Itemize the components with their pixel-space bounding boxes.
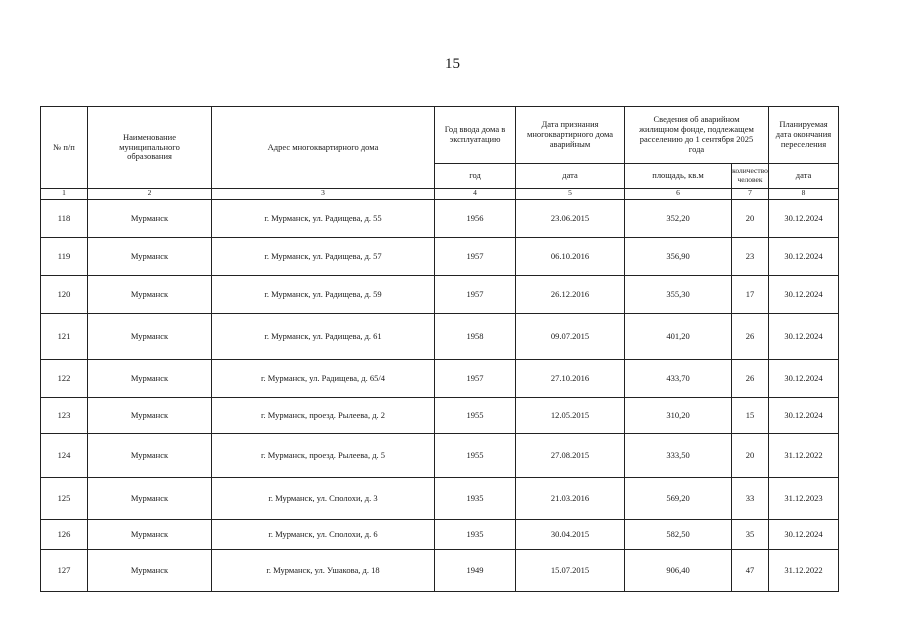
cell-municipality: Мурманск	[88, 478, 212, 520]
cell-address: г. Мурманск, ул. Радищева, д. 57	[212, 238, 435, 276]
subheader-people: количество человек	[732, 164, 769, 189]
cell-people: 15	[732, 398, 769, 434]
cell-municipality: Мурманск	[88, 520, 212, 550]
cell-num: 126	[41, 520, 88, 550]
cell-people: 35	[732, 520, 769, 550]
cell-address: г. Мурманск, ул. Радищева, д. 65/4	[212, 360, 435, 398]
table-row	[41, 520, 839, 550]
cell-area: 906,40	[625, 550, 732, 592]
page-number: 15	[445, 56, 460, 72]
table-row	[41, 238, 839, 276]
col-number-5: 5	[516, 189, 625, 200]
cell-people: 17	[732, 276, 769, 314]
header-num: № п/п	[41, 107, 88, 189]
subheader-date: дата	[516, 164, 625, 189]
cell-year: 1957	[435, 276, 516, 314]
cell-municipality: Мурманск	[88, 398, 212, 434]
header-address: Адрес многоквартирного дома	[212, 107, 435, 189]
cell-num: 124	[41, 434, 88, 478]
subheader-planned: дата	[769, 164, 839, 189]
cell-planned-date: 30.12.2024	[769, 398, 839, 434]
cell-planned-date: 31.12.2022	[769, 550, 839, 592]
subheader-area: площадь, кв.м	[625, 164, 732, 189]
table-row	[41, 360, 839, 398]
cell-address: г. Мурманск, проезд. Рылеева, д. 2	[212, 398, 435, 434]
cell-num: 125	[41, 478, 88, 520]
col-number-6: 6	[625, 189, 732, 200]
header-recognized-date: Дата признания многоквартирного дома аварийным	[516, 107, 625, 164]
cell-area: 310,20	[625, 398, 732, 434]
table-row	[41, 398, 839, 434]
emergency-housing-table	[40, 106, 839, 592]
cell-num: 123	[41, 398, 88, 434]
cell-address: г. Мурманск, ул. Радищева, д. 61	[212, 314, 435, 360]
cell-address: г. Мурманск, ул. Радищева, д. 59	[212, 276, 435, 314]
table-row	[41, 276, 839, 314]
cell-recognized-date: 27.10.2016	[516, 360, 625, 398]
cell-address: г. Мурманск, ул. Сполохи, д. 6	[212, 520, 435, 550]
cell-people: 20	[732, 200, 769, 238]
cell-planned-date: 30.12.2024	[769, 520, 839, 550]
cell-year: 1958	[435, 314, 516, 360]
cell-address: г. Мурманск, ул. Сполохи, д. 3	[212, 478, 435, 520]
cell-people: 20	[732, 434, 769, 478]
cell-address: г. Мурманск, проезд. Рылеева, д. 5	[212, 434, 435, 478]
cell-people: 33	[732, 478, 769, 520]
cell-num: 127	[41, 550, 88, 592]
cell-recognized-date: 09.07.2015	[516, 314, 625, 360]
cell-municipality: Мурманск	[88, 200, 212, 238]
col-number-3: 3	[212, 189, 435, 200]
cell-year: 1949	[435, 550, 516, 592]
cell-recognized-date: 27.08.2015	[516, 434, 625, 478]
cell-planned-date: 30.12.2024	[769, 200, 839, 238]
cell-area: 433,70	[625, 360, 732, 398]
cell-people: 47	[732, 550, 769, 592]
header-housing-info: Сведения об аварийном жилищном фонде, подлежащем расселению до 1 сентября 2025 года	[625, 107, 769, 164]
cell-recognized-date: 30.04.2015	[516, 520, 625, 550]
cell-planned-date: 30.12.2024	[769, 314, 839, 360]
cell-area: 356,90	[625, 238, 732, 276]
cell-planned-date: 30.12.2024	[769, 276, 839, 314]
table-row	[41, 550, 839, 592]
cell-municipality: Мурманск	[88, 550, 212, 592]
cell-num: 122	[41, 360, 88, 398]
cell-people: 26	[732, 314, 769, 360]
col-number-7: 7	[732, 189, 769, 200]
col-number-8: 8	[769, 189, 839, 200]
cell-year: 1957	[435, 360, 516, 398]
cell-area: 352,20	[625, 200, 732, 238]
cell-address: г. Мурманск, ул. Ушакова, д. 18	[212, 550, 435, 592]
header-year-built: Год ввода дома в эксплуатацию	[435, 107, 516, 164]
cell-recognized-date: 06.10.2016	[516, 238, 625, 276]
cell-year: 1955	[435, 398, 516, 434]
cell-planned-date: 30.12.2024	[769, 238, 839, 276]
cell-recognized-date: 15.07.2015	[516, 550, 625, 592]
cell-recognized-date: 26.12.2016	[516, 276, 625, 314]
cell-address: г. Мурманск, ул. Радищева, д. 55	[212, 200, 435, 238]
cell-people: 23	[732, 238, 769, 276]
cell-area: 333,50	[625, 434, 732, 478]
col-number-1: 1	[41, 189, 88, 200]
cell-municipality: Мурманск	[88, 314, 212, 360]
header-municipality: Наименование муниципального образования	[88, 107, 212, 189]
cell-planned-date: 30.12.2024	[769, 360, 839, 398]
cell-people: 26	[732, 360, 769, 398]
cell-year: 1935	[435, 478, 516, 520]
cell-planned-date: 31.12.2022	[769, 434, 839, 478]
cell-municipality: Мурманск	[88, 276, 212, 314]
cell-year: 1935	[435, 520, 516, 550]
cell-num: 121	[41, 314, 88, 360]
cell-area: 569,20	[625, 478, 732, 520]
cell-recognized-date: 21.03.2016	[516, 478, 625, 520]
table-body	[41, 200, 839, 592]
cell-year: 1956	[435, 200, 516, 238]
cell-num: 120	[41, 276, 88, 314]
table-row	[41, 314, 839, 360]
cell-year: 1955	[435, 434, 516, 478]
header-planned-date: Планируемая дата окончания переселения	[769, 107, 839, 164]
cell-year: 1957	[435, 238, 516, 276]
cell-num: 119	[41, 238, 88, 276]
cell-area: 582,50	[625, 520, 732, 550]
cell-municipality: Мурманск	[88, 434, 212, 478]
cell-recognized-date: 23.06.2015	[516, 200, 625, 238]
table-row	[41, 478, 839, 520]
col-number-2: 2	[88, 189, 212, 200]
cell-planned-date: 31.12.2023	[769, 478, 839, 520]
cell-recognized-date: 12.05.2015	[516, 398, 625, 434]
subheader-year: год	[435, 164, 516, 189]
col-number-4: 4	[435, 189, 516, 200]
cell-municipality: Мурманск	[88, 238, 212, 276]
cell-area: 401,20	[625, 314, 732, 360]
cell-area: 355,30	[625, 276, 732, 314]
table-row	[41, 434, 839, 478]
cell-municipality: Мурманск	[88, 360, 212, 398]
table-row	[41, 200, 839, 238]
cell-num: 118	[41, 200, 88, 238]
